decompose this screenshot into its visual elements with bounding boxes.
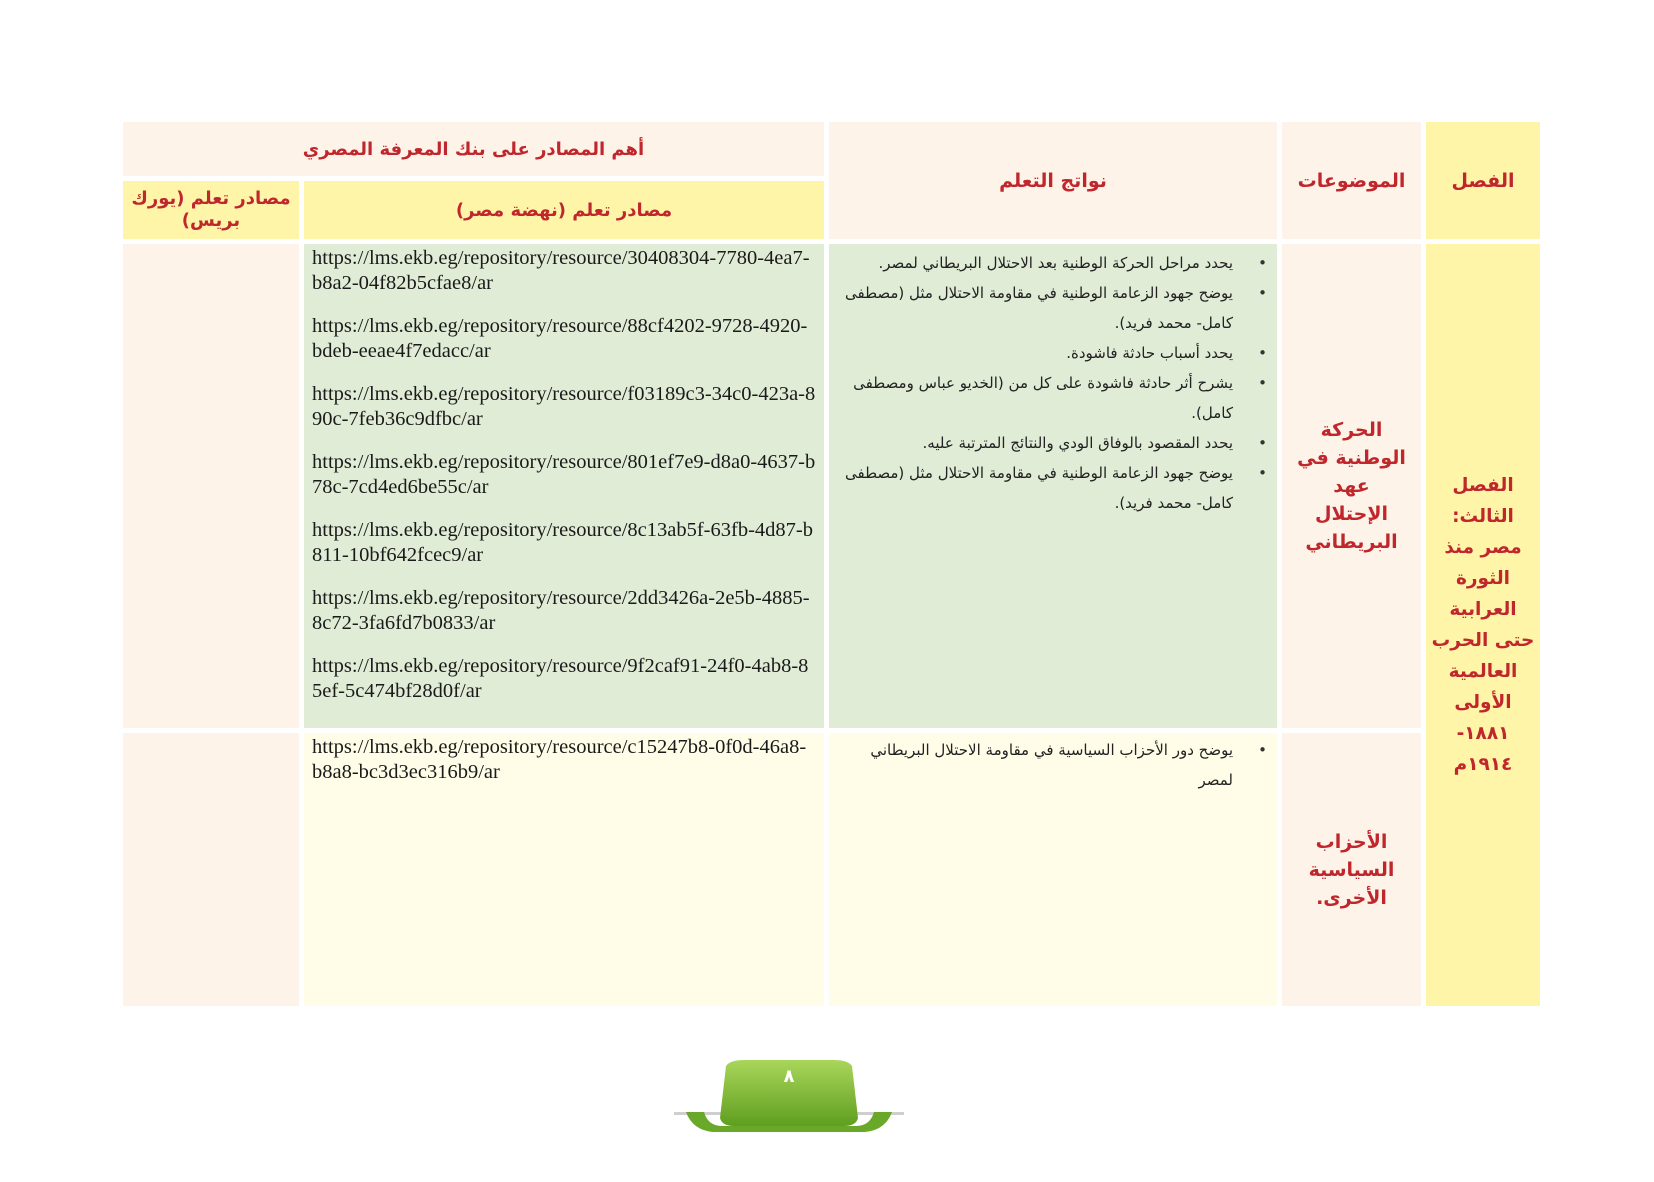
chapter-cell: [1426, 244, 1540, 1006]
header-topics: [1282, 122, 1421, 239]
york-cell-2: [123, 733, 299, 1006]
york-cell-1: [123, 244, 299, 728]
topic-cell-2: [1282, 733, 1421, 1006]
topic-2-title: الأحزاب السياسية الأخرى.: [1308, 830, 1395, 909]
header-outcomes: [829, 122, 1277, 239]
outcomes-list-2: [829, 733, 1277, 795]
topic-1-title: الحركة الوطنية في عهد الإحتلال البريطاني: [1297, 419, 1406, 553]
page-number-tab: [674, 1060, 904, 1132]
links-cell-1: [304, 244, 824, 728]
header-ekb-sources-label: أهم المصادر على بنك المعرفة المصري: [302, 138, 645, 160]
resource-link[interactable]: https://lms.ekb.eg/repository/resource/30408304-7780-4ea7-b8a2-04f82b5cfae8/ar: [312, 247, 810, 294]
outcome-item: • يحدد المقصود بالوفاق الودي والنتائج المترتبة عليه.: [839, 428, 1233, 458]
page-number: ٨: [783, 1066, 795, 1087]
outcome-item: • يوضح جهود الزعامة الوطنية في مقاومة الاحتلال مثل (مصطفى كامل- محمد فريد).: [839, 278, 1233, 338]
header-nahda-sources-label: مصادر تعلم (نهضة مصر): [455, 199, 673, 221]
resource-link[interactable]: https://lms.ekb.eg/repository/resource/9f2caf91-24f0-4ab8-85ef-5c474bf28d0f/ar: [312, 655, 809, 702]
header-chapter: [1426, 122, 1540, 239]
outcomes-cell-2: [829, 733, 1277, 1006]
header-york-sources: [123, 181, 299, 239]
outcome-item: • يحدد مراحل الحركة الوطنية بعد الاحتلال البريطاني لمصر.: [839, 248, 1233, 278]
header-ekb-sources: [123, 122, 824, 176]
outcomes-list-1: [829, 244, 1277, 518]
resource-link[interactable]: https://lms.ekb.eg/repository/resource/88cf4202-9728-4920-bdeb-eeae4f7edacc/ar: [312, 315, 808, 362]
outcomes-cell-1: [829, 244, 1277, 728]
chapter-title: الفصل الثالث: مصر منذ الثورة العرابية حتى الحرب العالمية الأولى ١٨٨١- ١٩١٤م: [1431, 475, 1535, 775]
resource-link[interactable]: https://lms.ekb.eg/repository/resource/801ef7e9-d8a0-4637-b78c-7cd4ed6be55c/ar: [312, 451, 816, 498]
resource-link[interactable]: https://lms.ekb.eg/repository/resource/2dd3426a-2e5b-4885-8c72-3fa6fd7b0833/ar: [312, 587, 810, 634]
resource-link[interactable]: https://lms.ekb.eg/repository/resource/8c13ab5f-63fb-4d87-b811-10bf642fcec9/ar: [312, 519, 813, 566]
outcome-item: • يشرح أثر حادثة فاشودة على كل من (الخديو عباس ومصطفى كامل).: [839, 368, 1233, 428]
header-chapter-label: الفصل: [1451, 169, 1515, 192]
topic-cell-1: [1282, 244, 1421, 728]
resource-link[interactable]: https://lms.ekb.eg/repository/resource/f03189c3-34c0-423a-890c-7feb36c9dfbc/ar: [312, 383, 816, 430]
outcome-item: • يوضح دور الأحزاب السياسية في مقاومة الاحتلال البريطاني لمصر: [839, 735, 1233, 795]
header-nahda-sources: [304, 181, 824, 239]
outcome-item: • يوضح جهود الزعامة الوطنية في مقاومة الاحتلال مثل (مصطفى كامل- محمد فريد).: [839, 458, 1233, 518]
header-outcomes-label: نواتج التعلم: [999, 169, 1107, 192]
resource-link[interactable]: https://lms.ekb.eg/repository/resource/c15247b8-0f0d-46a8-b8a8-bc3d3ec316b9/ar: [312, 736, 807, 783]
header-york-sources-label: مصادر تعلم (يورك بريس): [131, 188, 291, 231]
links-cell-2: [304, 733, 824, 1006]
outcome-item: • يحدد أسباب حادثة فاشودة.: [839, 338, 1233, 368]
header-topics-label: الموضوعات: [1297, 169, 1406, 192]
